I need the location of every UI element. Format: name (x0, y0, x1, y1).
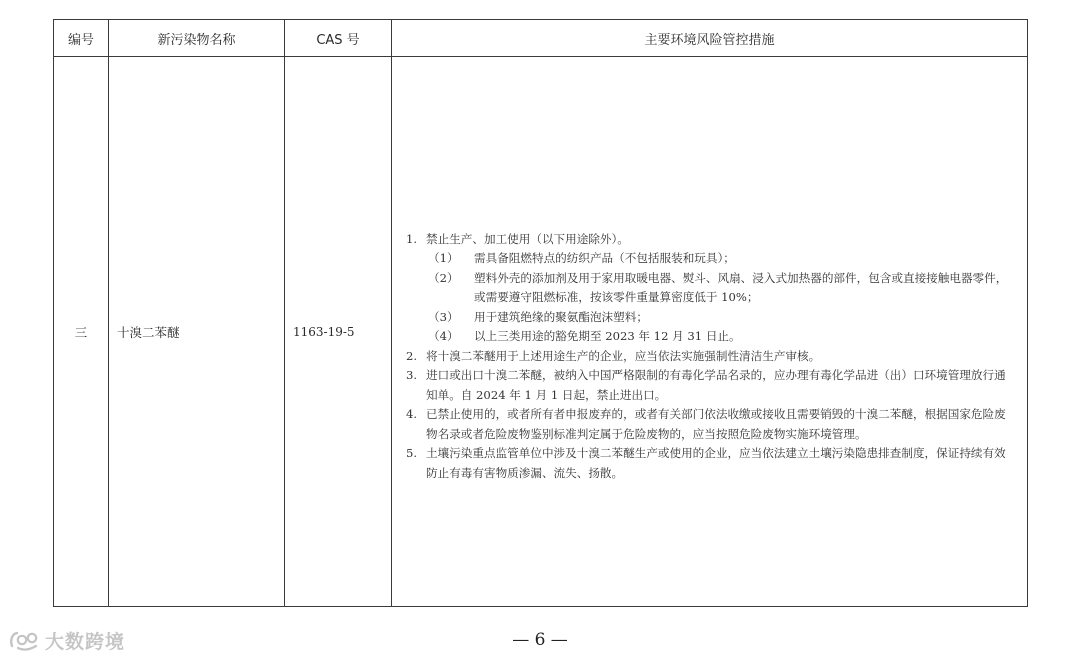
control-measures-list (406, 230, 1017, 484)
watermark-text: 大数跨境 (45, 630, 126, 653)
measure-label: （4） (428, 329, 459, 344)
measure-text: 以上三类用途的豁免期至 2023 年 12 月 31 日止。 (474, 329, 741, 344)
document-table (53, 19, 1028, 607)
measure-text: 用于建筑绝缘的聚氨酯泡沫塑料； (474, 309, 648, 324)
measure-text: 土壤污染重点监管单位中涉及十溴二苯醚生产或使用的企业，应当依法建立土壤污染隐患排查制度，保证持续有效防止有毒有害物质渗漏、流失、扬散。 (426, 446, 1006, 480)
table-header-row (54, 20, 1028, 57)
header-pollutant-name: 新污染物名称 (109, 20, 285, 57)
measure-text: 进口或出口十溴二苯醚，被纳入中国严格限制的有毒化学品名录的，应办理有毒化学品进（出）口环境管理放行通知单。自 2024 年 1 月 1 日起，禁止进出口。 (426, 368, 1006, 402)
measure-text: 将十溴二苯醚用于上述用途生产的企业，应当依法实施强制性清洁生产审核。 (426, 348, 821, 363)
measure-item (406, 366, 1017, 405)
measure-label: （3） (428, 309, 459, 324)
measure-item (406, 405, 1017, 444)
measure-text: 需具备阻燃特点的纺织产品（不包括服装和玩具）； (474, 251, 735, 266)
header-control-measures: 主要环境风险管控措施 (392, 20, 1028, 57)
table-row (54, 57, 1028, 607)
pollutant-name: 十溴二苯醚 (109, 57, 285, 607)
measure-label: （2） (428, 270, 459, 285)
measure-subitem (406, 327, 1017, 347)
measure-subitem (406, 249, 1017, 269)
measure-label: 2. (406, 348, 418, 363)
control-measures-cell (392, 57, 1028, 607)
cas-number: 1163-19-5 (285, 57, 392, 607)
measure-text: 塑料外壳的添加剂及用于家用取暖电器、熨斗、风扇、浸入式加热器的部件，包含或直接接触电器零件，或需要遵守阻燃标准，按该零件重量算密度低于 10%； (474, 270, 1008, 305)
measure-label: 1. (406, 231, 418, 246)
measure-label: 3. (406, 368, 418, 383)
measure-label: （1） (428, 251, 459, 266)
measure-subitem (406, 269, 1017, 308)
measure-label: 5. (406, 446, 418, 461)
measure-item (406, 230, 1017, 250)
measure-item (406, 444, 1017, 483)
measure-subitem (406, 308, 1017, 328)
row-number: 三 (54, 57, 109, 607)
header-number: 编号 (54, 20, 109, 57)
measure-item (406, 347, 1017, 367)
measure-text: 已禁止使用的，或者所有者申报废弃的，或者有关部门依法收缴或接收且需要销毁的十溴二苯醚，根据国家危险废物名录或者危险废物鉴别标准判定属于危险废物的，应当按照危险废物实施环境管理。 (426, 407, 1006, 441)
header-cas-number: CAS 号 (285, 20, 392, 57)
measure-text: 禁止生产、加工使用（以下用途除外）。 (426, 231, 629, 246)
measure-label: 4. (406, 407, 418, 422)
page-number: — 6 — (512, 630, 568, 650)
